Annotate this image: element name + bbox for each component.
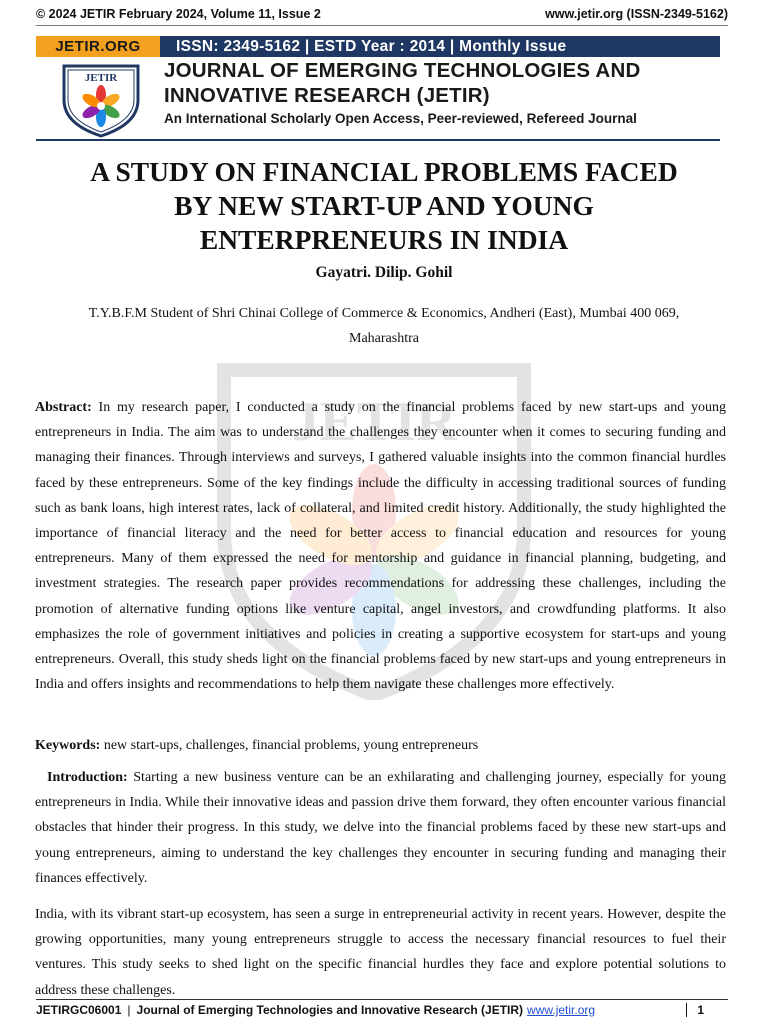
header-website-issn: www.jetir.org (ISSN-2349-5162) [545,7,728,21]
header-divider [36,25,728,26]
title-line: ENTERPRENEURS IN INDIA [199,224,569,255]
paper-title [40,155,728,257]
footer-separator: | [127,1003,131,1017]
issn-line: ISSN: 2349-5162 | ESTD Year : 2014 | Monthly Issue [176,37,567,55]
introduction-paragraph [35,765,726,891]
footer-website-link[interactable]: www.jetir.org [527,1003,596,1017]
footer-journal-name: Journal of Emerging Technologies and Innovative Research (JETIR) [136,1003,524,1017]
introduction-paragraph-2: India, with its vibrant start-up ecosystem, has seen a surge in entrepreneurial activity in recent years. However, despite the growing opportunities, many young entrepreneurs struggle to access the necessary financial resources to fuel their ventures. This study seeks to shed light on the specific financial hurdles they face and explore potential solutions to address these challenges. [35,907,726,998]
journal-name-line2: INNOVATIVE RESEARCH (JETIR) [164,84,490,107]
journal-name-line1: JOURNAL OF EMERGING TECHNOLOGIES AND [164,59,641,82]
journal-name [164,58,720,129]
footer-paper-code: JETIRGC06001 [36,1003,122,1017]
affiliation-line: Maharashtra [349,331,419,346]
journal-banner [36,36,720,140]
introduction-text: Starting a new business venture can be an exhilarating and challenging journey, especially for young entrepreneurs in India. While their innovative ideas and passion drive them forward, they often encounter various financial obstacles that hinder their progress. In this study, we delve into the financial problems faced by these new start-ups and young entrepreneurs, aiming to understand the key challenges they encounter in securing funding and managing their finances effectively. [35,770,726,886]
header-issue-info: © 2024 JETIR February 2024, Volume 11, Issue 2 [36,7,321,21]
org-tag: JETIR.ORG [36,36,160,57]
jetir-logo-icon [54,60,148,138]
abstract-label: Abstract: [35,400,92,415]
author-affiliation [40,301,728,351]
keywords-paragraph [35,733,726,758]
title-line: A STUDY ON FINANCIAL PROBLEMS FACED [90,156,678,187]
author-name: Gayatri. Dilip. Gohil [315,264,453,281]
page-number: 1 [686,1003,704,1017]
page-footer [36,1000,728,1020]
abstract-paragraph [35,395,726,697]
watermark-text: JETIR [291,391,457,453]
journal-tagline: An International Scholarly Open Access, Peer-reviewed, Refereed Journal [164,111,637,126]
affiliation-line: T.Y.B.F.M Student of Shri Chinai College of Commerce & Economics, Andheri (East), Mumbai 400 069, [88,306,680,321]
keywords-label: Keywords: [35,738,101,753]
title-line: BY NEW START-UP AND YOUNG [174,190,594,221]
keywords-text: new start-ups, challenges, financial problems, young entrepreneurs [100,738,479,753]
introduction-label: Introduction: [47,770,128,785]
running-header [36,4,728,24]
logo-text: JETIR [84,72,118,84]
abstract-text: In my research paper, I conducted a study on the financial problems faced by new start-ups and young entrepreneurs in India. The aim was to understand the challenges they encounter when it comes to securing funding and managing their finances. Through interviews and surveys, I gathered valuable insights into the common financial hurdles faced by these entrepreneurs. Some of the key findings include the difficulty in accessing traditional sources of funding such as bank loans, high interest rates, lack of collateral, and limited credit history. Additionally, the study highlighted the importance of financial literacy and the need for better access to financial education and resources for young entrepreneurs. Many of them expressed the need for mentorship and guidance in financial planning, budgeting, and investment strategies. The research paper provides recommendations for addressing these challenges, including the promotion of alternative funding options like venture capital, angel investors, and crowdfunding platforms. It also emphasizes the role of government initiatives and policies in creating a supportive ecosystem for start-ups and young entrepreneurs. Overall, this study sheds light on the financial problems faced by new start-ups and young entrepreneurs in India and offers insights and recommendations to help them navigate these challenges more effectively. [35,400,726,693]
banner-divider [36,139,720,141]
